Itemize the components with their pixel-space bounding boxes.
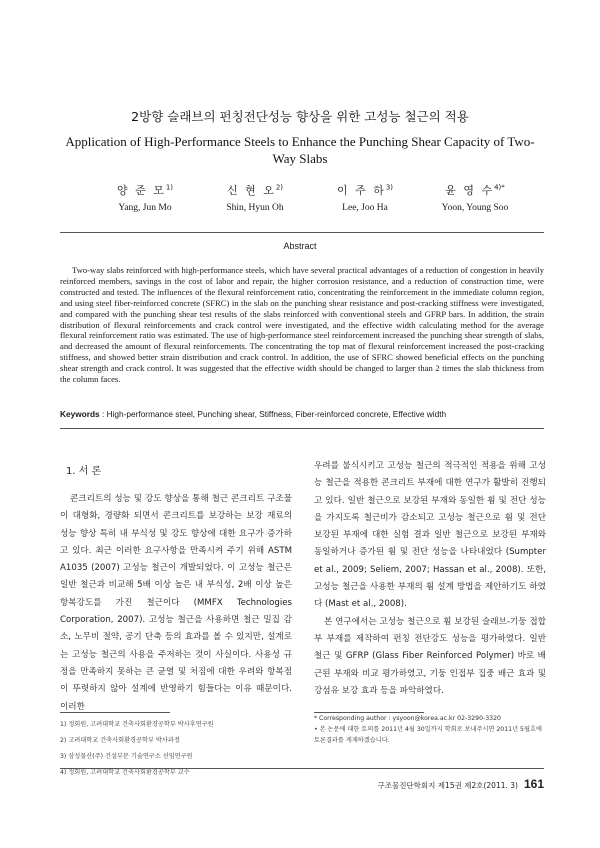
footnote: 4) 정회원, 고려대학교 건축사회환경공학부 교수 <box>60 769 190 776</box>
keywords <box>60 409 544 419</box>
footnote-rule-left <box>60 712 170 713</box>
author-affiliation-mark: 4)* <box>494 183 505 192</box>
author-name-ko: 이 주 하 <box>336 184 386 197</box>
author-1 <box>90 182 200 213</box>
body-paragraph: 본 연구에서는 고성능 철근으로 휨 보강된 슬래브-기둥 접합부 부재를 제작하여 펀칭 전단강도 성능을 평가하였다. 일반 철근 및 GFRP (Glass Fiber Reinforced Polymer) 바로 배근된 부재와 비교 평가하였고, 기둥 인접부 집중 배근 효과 및 강섬유 보강 효과 등을 파악하였다. <box>314 616 546 696</box>
journal-citation: 구조물진단학회지 제15권 제2호(2011. 3) <box>377 781 518 790</box>
footnote: * Corresponding author : ysyoon@korea.ac.kr 02-3290-3320 <box>314 715 501 722</box>
left-column <box>60 491 292 716</box>
author-affiliation-mark: 2) <box>275 183 284 192</box>
body-paragraph: 우려를 불식시키고 고성능 철근의 적극적인 적용을 위해 고성능 철근을 적용한 콘크리트 부재에 대한 연구가 활발히 진행되고 있다. 일반 철근으로 보강된 부재와 동일한 휨 및 전단 성능을 가지도록 철근비가 감소되고 고성능 철근으로 휨 및 전단 보강된 부재에 대한 실험 결과 일반 철근으로 보강된 부재와 동일하거나 증가된 휨 및 전단 성능을 나타내었다 (Sumpter et al., 2009; Seliem, 2007; Hassan et al., 2008). 또한, 고성능 철근을 사용한 부재의 휨 설계 방법을 제안하기도 하였다 (Mast et al., 2008). <box>314 461 546 610</box>
abstract-bottom-rule <box>60 428 544 429</box>
right-column <box>314 458 546 700</box>
section-heading: 1. 서 론 <box>66 466 102 477</box>
footnote: 3) 삼성물산(주) 건설부문 기술연구소 선임연구원 <box>60 753 193 760</box>
abstract-top-rule <box>60 232 544 233</box>
footnote: • 본 논문에 대한 토의를 2011년 4월 30일까지 학회로 보내주시면 2011년 5월호에 토론결과를 게재하겠습니다. <box>314 726 542 744</box>
abstract-body: Two-way slabs reinforced with high-performance steels, which have several practical advantages of a reduction of congestion in heavily reinforced members, savings in the cost of labor and repair, the higher corrosion resistance, and a reduction of construction time, were constructed and tested. The influences of the flexural reinforcement ratio, concentrating the reinforcement in the immediate column region, and using steel fiber-reinforced concrete (SFRC) in the slab on the punching shear resistance and post-cracking stiffness were investigated, and compared with the punching shear test results of the slabs reinforced with conventional steels and GFRP bars. In addition, the strain distribution of flexural reinforcements and crack control were investigated, and the effective width calculating method for the average flexural reinforcement ratio was estimated. The use of high-performance steel reinforcement increased the punching shear strength of slabs, and decreased the amount of flexural reinforcements. The concentrating the top mat of flexural reinforcement increased the post-cracking stiffness, and showed better strain distribution and crack control. In addition, the use of SFRC showed beneficial effects on the punching shear strength and crack control. It was suggested that the effective width should be changed to larger than 2 times the slab thickness from the column faces. <box>60 265 544 385</box>
author-name-en: Shin, Hyun Oh <box>226 203 284 213</box>
keywords-list: : High-performance steel, Punching shear, Stiffness, Fiber-reinforced concrete, Effective width <box>99 409 447 419</box>
abstract-heading: Abstract <box>283 241 317 251</box>
author-name-en: Lee, Joo Ha <box>342 203 388 213</box>
keywords-label: Keywords <box>60 409 100 419</box>
body-paragraph: 콘크리트의 성능 및 강도 향상을 통해 철근 콘크리트 구조물이 대형화, 경량화 되면서 콘크리트를 보강하는 보강 재료의 성능 향상 특히 내 부식성 및 강도 향상에 대한 요구가 증가하고 있다. 최근 이러한 요구사항을 만족시켜 주기 위해 ASTM A1035 (2007) 고성능 철근이 개발되었다. 이 고성능 철근은 일반 철근과 비교해 5배 이상 높은 내 부식성, 2배 이상 높은 항복강도를 가진 철근이다 (MMFX Technologies Corporation, 2007). 고성능 철근을 사용하면 철근 밀집 감소, 노무비 절약, 공기 단축 등의 효과를 볼 수 있지만, 설계로는 고성능 철근의 사용을 주저하는 것이 사실이다. 사용성 규정을 만족하지 못하는 큰 균열 및 처짐에 대한 우려와 항복점이 뚜렷하지 않아 설계에 반영하기 힘들다는 이유 때문이다. 이러한 <box>60 494 292 712</box>
author-affiliation-mark: 3) <box>385 183 394 192</box>
corresponding-footnotes <box>314 713 546 746</box>
page-footer <box>376 777 544 791</box>
author-name-ko: 신 현 오 <box>226 184 276 197</box>
author-name-en: Yoon, Young Soo <box>441 203 509 213</box>
author-name-en: Yang, Jun Mo <box>118 203 172 213</box>
author-4 <box>420 182 530 213</box>
korean-title: 2방향 슬래브의 펀칭전단성능 향상을 위한 고성능 철근의 적용 <box>131 109 469 124</box>
footnote: 1) 정회원, 고려대학교 건축사회환경공학부 박사후연구원 <box>60 721 214 728</box>
author-3 <box>310 182 420 213</box>
author-affiliation-mark: 1) <box>165 183 174 192</box>
footer-rule <box>60 768 544 769</box>
author-list <box>90 182 530 213</box>
english-title: Application of High-Performance Steels to Enhance the Punching Shear Capacity of Two-Way Slabs <box>65 134 535 166</box>
author-name-ko: 양 준 모 <box>116 184 166 197</box>
page-number: 161 <box>523 777 544 791</box>
footnote: 2) 고려대학교 건축사회환경공학부 박사과정 <box>60 737 180 744</box>
affiliation-footnotes <box>60 717 292 781</box>
author-2 <box>200 182 310 213</box>
author-name-ko: 윤 영 수 <box>445 184 495 197</box>
